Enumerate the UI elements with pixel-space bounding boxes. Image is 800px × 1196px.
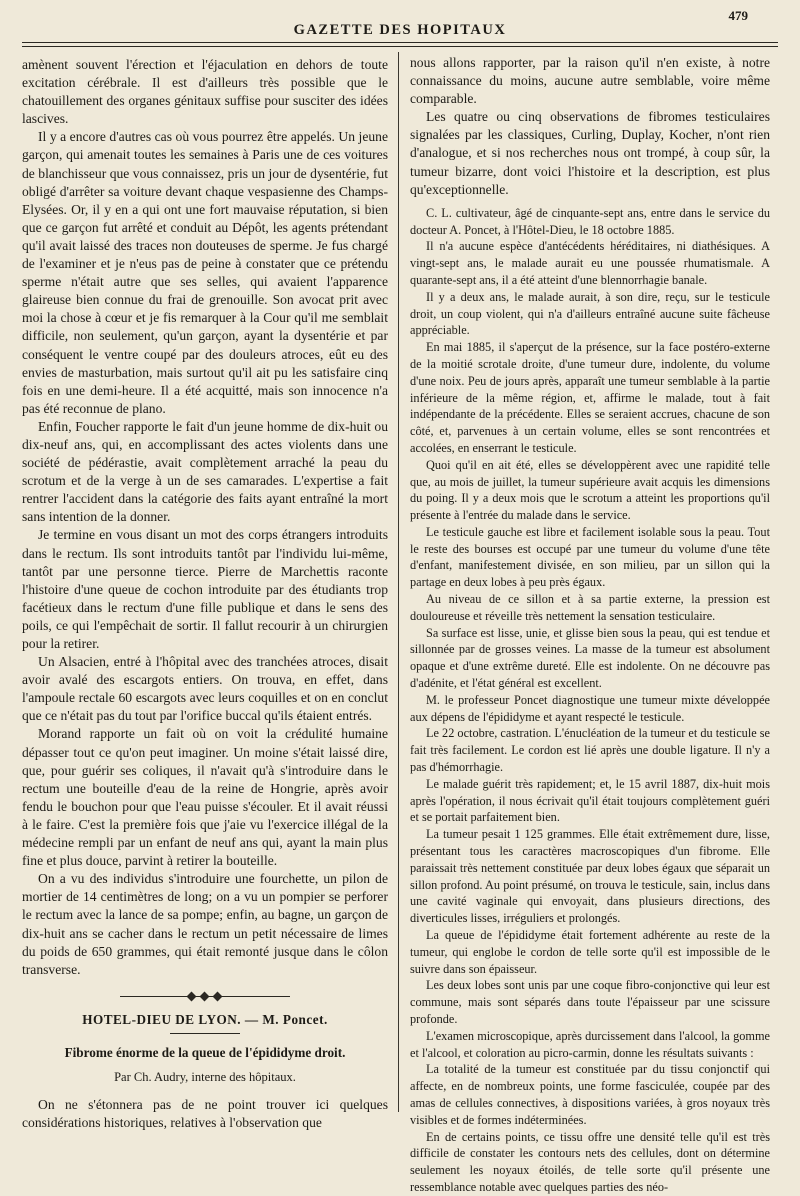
case-paragraph: Il y a deux ans, le malade aurait, à son dire, reçu, sur le testicule droit, un coup violent, qui n'a d'ailleurs entraîné aucune suite fâcheuse appréciable. (410, 289, 770, 338)
case-paragraph: L'examen microscopique, après durcissement dans l'alcool, la gomme et l'alcool, et coloration au picro-carmin, donne les résultats suivants : (410, 1028, 770, 1060)
ornamental-divider (120, 993, 290, 1001)
case-paragraph: Le 22 octobre, castration. L'énucléation de la tumeur et du testicule se fait très facilement. Le cordon est lié après une double ligature. Il n'y a pas d'hémorrhagie. (410, 726, 771, 775)
case-paragraph: Quoi qu'il en ait été, elles se développèrent avec une rapidité telle que, au mois de juillet, la tumeur supérieure avait acquis les dimensions du poing. Il y a deux mois que le scrotum a atteint les proportions qu'il présente à l'entrée du malade dans le service. (410, 457, 770, 523)
column-separator (398, 52, 399, 1112)
header-rule (22, 42, 778, 43)
case-paragraph: La queue de l'épididyme était fortement adhérente au reste de la tumeur, qui englobe le cordon de telle sorte qu'il est impossible de le suivre dans son épaisseur. (410, 928, 770, 976)
case-paragraph: M. le professeur Poncet diagnostique une tumeur mixte développée aux dépens de l'épididyme et ayant respecté le testicule. (410, 692, 770, 724)
paragraph: Je termine en vous disant un mot des corps étrangers introduits dans le rectum. Ils sont introduits tantôt par l'individu lui-même, tantôt par une personne tierce. Pierre de Marchettis raconte l'histoire d'une queue de cochon introduite par des étudiants trop facétieux dans le rectum d'une fille publique et dans le sens des poils, ce qui l'empêchait de sortir. Il fallut recourir à un chirurgien pour la retirer. (22, 527, 388, 651)
case-paragraph: La totalité de la tumeur est constituée par du tissu conjonctif qui affecte, en de nombreux points, une forme fasciculée, coupée par des amas de cellules connectives, à dispositions variées, à gros noyaux très visibles et de formes indéterminées. (410, 1062, 770, 1127)
case-paragraph: En de certains points, ce tissu offre une densité telle qu'il est très difficile de constater les contours nets des cellules, dont on détermine seulement les noyaux étoilés, de telle sorte qu'il présente une ressemblance notable avec quelques parties des néo- (410, 1129, 770, 1194)
case-paragraph: En mai 1885, il s'aperçut de la présence, sur la face postéro-externe de la moitié scrotale droite, d'une tumeur dure, indolente, du volume d'une noix. Peu de jours après, apparaît une tumeur semblable à la partie inférieure de la même région, et, affirme le malade, tout à fait indépendante de la précédente. Elles se seraient accrues, chacune de son côté, et, parvenues à un certain volume, elles se sont rencontrées et accolées, en enserrant le testicule. (410, 340, 770, 455)
paragraph: nous allons rapporter, par la raison qu'il n'en existe, à notre connaissance du moins, aucune autre semblable, voire même comparable. (410, 55, 770, 107)
article-intro: On ne s'étonnera pas de ne point trouver ici quelques considérations historiques, relatives à l'observation que (22, 1097, 388, 1131)
case-paragraph: Le malade guérit très rapidement; et, le 15 avril 1887, dix-huit mois après l'opération, il nous écrivait qu'il était toujours complètement guéri et se portait parfaitement bien. (410, 776, 770, 825)
running-header: GAZETTE DES HOPITAUX (293, 22, 507, 38)
case-paragraph: Les deux lobes sont unis par une coque fibro-conjonctive qui leur est commune, mais sont séparés dans toute l'épaisseur par une scissure profonde. (410, 978, 770, 1026)
case-paragraph: Sa surface est lisse, unie, et glisse bien sous la peau, qui est tendue et sillonnée par de grosses veines. La masse de la tumeur est absolument opaque et d'une extrême dureté. Elle est indolente. On ne découvre pas d'adénite, et l'état général est excellent. (410, 625, 770, 691)
short-rule (170, 1033, 240, 1034)
paragraph: On a vu des individus s'introduire une fourchette, un pilon de mortier de 14 centimètres de long; on a vu un pompier se perforer le rectum avec la lance de sa pompe; enfin, au bagne, un garçon de dix-huit ans se cacher dans le rectum un petit nécessaire de limes du poids de 650 grammes, qui était remonté jusque dans le côlon transverse. (22, 871, 388, 977)
case-paragraph: Le testicule gauche est libre et facilement isolable sous la peau. Tout le reste des bourses est occupé par une tumeur du volume d'une tête d'enfant, manifestement divisée, en son milieu, par un sillon qui la partage en deux lobes à peu près égaux. (410, 524, 770, 590)
paragraph: Les quatre ou cinq observations de fibromes testiculaires signalées par les classiques, Curling, Duplay, Kocher, n'ont rien d'analogue, et si nos recherches nous ont trompé, à coup sûr, la tumeur bizarre, dont voici l'histoire et la description, est plus qu'exceptionnelle. (410, 109, 770, 197)
case-paragraph: C. L. cultivateur, âgé de cinquante-sept ans, entre dans le service du docteur A. Poncet, à l'Hôtel-Dieu, le 18 octobre 1885. (410, 205, 770, 237)
case-paragraph: Au niveau de ce sillon et à sa partie externe, la pression est douloureuse et réveille très nettement la sensation testiculaire. (410, 592, 770, 623)
article-author: Par Ch. Audry, interne des hôpitaux. (114, 1069, 296, 1084)
paragraph: Il y a encore d'autres cas où vous pourrez être appelés. Un jeune garçon, qui amenait toutes les semaines à Paris une de ces voitures de blanchisseur que vous connaissez, pris un jour de dysentérie, fut obligé d'arrêter sa voiture devant chaque vespasienne des Champs-Elysées. Or, il y en a qui ont une fort mauvaise réputation, si bien que ce garçon fut arrêté et conduit au Dépôt, les agents prétendant qu'il avait laissé des traces non douteuses de sperme. Je fus chargé de l'examiner et je n'eus pas de peine à constater que ce prétendu sperme n'était autre que ses selles, qui avaient l'apparence glaireuse bien connue du frai de grenouille. Son avocat prit avec moi la chose à cœur et je fis remarquer à la Cour qu'il me semblait difficile, non seulement, qu'un garçon, ayant la dysentérie et par conséquent le ventre coupé par des douleurs atroces, eût eu des envies de masturbation, mais surtout qu'il ait pu les satisfaire cinq fois en une demi-heure. Il a été acquitté, mais son innocence n'a pas été reconnue de plano. (22, 129, 388, 416)
header-rule-second (22, 46, 778, 47)
section-heading: HOTEL-DIEU DE LYON. — M. Poncet. (82, 1011, 328, 1027)
paragraph: Enfin, Foucher rapporte le fait d'un jeune homme de dix-huit ou dix-neuf ans, qui, en accomplissant des actes violents dans une société de pédérastie, avait complètement arraché la peau du scrotum et de la verge à un de ses camarades. L'expertise a fait rentrer l'accident dans la catégorie des faits ayant entraîné la mort sans intention de la donner. (22, 418, 388, 525)
paragraph: amènent souvent l'érection et l'éjaculation en dehors de toute excitation cérébrale. Il est d'ailleurs très possible que le chatouillement des organes génitaux suffise pour susciter des idées lascives. (22, 57, 388, 127)
left-column (22, 56, 388, 1132)
article-title: Fibrome énorme de la queue de l'épididyme droit. (64, 1044, 346, 1060)
page-number: 479 (728, 8, 748, 23)
paragraph: Un Alsacien, entré à l'hôpital avec des tranchées atroces, disait avoir avalé des escargots entiers. On trouva, en effet, dans l'ampoule rectale 60 escargots avec leurs coquilles et on en conclut que ce n'était pas du tout par l'orifice buccal qu'ils étaient entrés. (22, 654, 388, 724)
case-paragraph: Il n'a aucune espèce d'antécédents héréditaires, ni diathésiques. A vingt-sept ans, le malade aurait eu une poussée rhumatismale. A quarante-sept ans, il a été atteint d'une blennorrhagie banale. (410, 239, 770, 287)
paragraph: Morand rapporte un fait où on voit la crédulité humaine dépasser tout ce qu'on peut imaginer. Un moine s'était laissé dire, que, pour guérir ses coliques, il n'avait qu'à s'introduire dans le rectum une bouteille d'eau de la reine de Hongrie, après avoir fendu le bouchon pour que l'eau puisse s'écouler. Et il avait réussi à le faire. C'est la première fois que j'aie vu l'exercice illégal de la médecine rempli par un enfant de neuf ans qui, ayant la main plus fine et plus douce, parvint à retirer la bouteille. (22, 726, 388, 869)
right-column (410, 54, 770, 1196)
case-paragraph: La tumeur pesait 1 125 grammes. Elle était extrêmement dure, lisse, présentant tous les caractères macroscopiques d'un fibrome. Elle paraissait très nettement constituée par deux lobes égaux que séparait un sillon profond. Au point présumé, on trouva le testicule, sain, inclus dans une cavité vaginale qui envoyait, dans plusieurs directions, des diverticules lisses, irréguliers et prolongés. (410, 827, 770, 926)
case-report (410, 205, 770, 1196)
